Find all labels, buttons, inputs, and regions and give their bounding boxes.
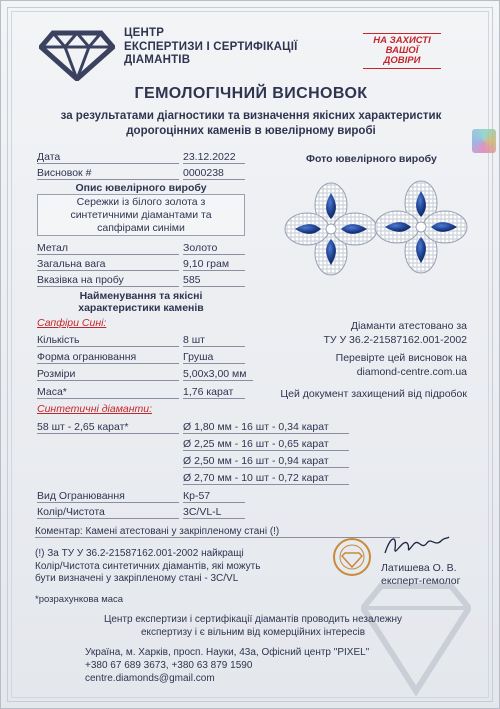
diamond-cut-label: Вид Огранювання	[37, 490, 179, 503]
email-line[interactable]: centre.diamonds@gmail.com	[85, 673, 215, 684]
address-line: Україна, м. Харків, просп. Науки, 43а, Офісний центр "PIXEL"	[85, 647, 370, 658]
org-line-3: ДІАМАНТІВ	[124, 54, 191, 66]
diamond-row-3: Ø 2,50 мм - 16 шт - 0,94 карат	[183, 455, 349, 468]
note-line-2: Колір/Чистота синтетичних діамантів, які можуть	[35, 560, 261, 572]
stamp-line-1: НА ЗАХИСТІ	[373, 35, 431, 46]
diamond-color-label: Колір/Чистота	[37, 506, 179, 519]
attestation-note	[323, 320, 467, 347]
note-line-3: бути визначені у закріпленому стані - 3С/VL	[35, 573, 239, 584]
contact-address	[85, 646, 415, 685]
earrings-photo	[283, 179, 471, 279]
description-line-3: сапфірами синіми	[97, 222, 185, 234]
trust-stamp	[363, 33, 441, 69]
subtitle-line-1: за результатами діагностики та визначення якісних характеристик	[60, 110, 442, 122]
description-line-2: синтетичними діамантами та	[70, 209, 212, 221]
number-value: 0000238	[183, 167, 245, 180]
organization-name	[124, 27, 344, 68]
description-box	[37, 194, 245, 236]
number-label: Висновок #	[37, 167, 179, 180]
photo-title: Фото ювелірного виробу	[306, 153, 437, 165]
diamond-logo-icon	[39, 29, 115, 81]
diamonds-total: 58 шт - 2,65 карат*	[37, 421, 179, 434]
sapphire-mass-label: Маса*	[37, 386, 179, 399]
comment-line: Коментар: Камені атестовані у закріпленому стані (!)	[35, 526, 400, 538]
sapphire-count-value: 8 шт	[183, 334, 245, 347]
sapphire-count-label: Кількість	[37, 334, 179, 347]
hallmark-label: Вказівка на пробу	[37, 274, 179, 287]
description-line-1: Сережки із білого золота з	[76, 196, 206, 208]
weight-label: Загальна вага	[37, 258, 179, 271]
verify-link[interactable]: diamond-centre.com.ua	[356, 365, 467, 378]
metal-value: Золото	[183, 242, 245, 255]
diamond-row-4: Ø 2,70 мм - 10 шт - 0,72 карат	[183, 472, 349, 485]
footer-line-2: експертизу і є вільним від комерційних інтересів	[140, 627, 366, 638]
stamp-line-3: ДОВІРИ	[383, 55, 421, 66]
diamond-row-2: Ø 2,25 мм - 16 шт - 0,65 карат	[183, 438, 349, 451]
fixed-state-note	[35, 548, 325, 586]
attestation-line-2: ТУ У 36.2-21587162.001-2002	[323, 333, 467, 346]
attestation-line-1: Діаманти атестовано за	[350, 320, 467, 332]
signer-role: експерт-гемолог	[381, 574, 461, 587]
signature-image	[381, 531, 451, 561]
diamond-color-value: 3С/VL-L	[183, 506, 245, 519]
subtitle-line-2: дорогоцінних каменів в ювелірному виробі	[126, 125, 376, 137]
document-title: ГЕМОЛОГІЧНИЙ ВИСНОВОК	[134, 85, 368, 102]
diamond-cut-value: Кр-57	[183, 490, 245, 503]
signer-name: Латишева О. В.	[381, 562, 457, 574]
gemologist-seal-icon	[332, 537, 372, 577]
description-heading: Опис ювелірного виробу	[75, 182, 207, 194]
stones-heading	[37, 290, 245, 314]
hallmark-value: 585	[183, 274, 245, 287]
sapphire-mass-value: 1,76 карат	[183, 386, 245, 399]
org-line-1: ЦЕНТР	[124, 27, 165, 39]
hologram-icon	[472, 129, 496, 153]
date-value: 23.12.2022	[183, 151, 245, 164]
org-line-2: ЕКСПЕРТИЗИ І СЕРТИФІКАЦІЇ	[124, 40, 298, 53]
date-label: Дата	[37, 151, 179, 164]
footer-line-1: Центр експертизи і сертифікації діамантів проводить незалежну	[103, 614, 403, 625]
stones-heading-line-2: характеристики каменів	[78, 302, 204, 314]
metal-label: Метал	[37, 242, 179, 255]
stones-heading-line-1: Найменування та якісні	[79, 290, 203, 302]
verify-line-1: Перевірте цей висновок на	[335, 352, 467, 364]
note-line-1: (!) За ТУ У 36.2-21587162.001-2002 найкращі	[35, 548, 244, 559]
diamond-row-1: Ø 1,80 мм - 16 шт - 0,34 карат	[183, 421, 349, 434]
sapphire-size-value: 5,00х3,00 мм	[183, 368, 253, 381]
sapphire-cut-label: Форма огранювання	[37, 351, 179, 364]
weight-value: 9,10 грам	[183, 258, 245, 271]
sapphires-heading: Сапфіри Сині:	[37, 317, 107, 329]
stamp-line-2: ВАШОЇ	[385, 45, 419, 56]
protected-note: Цей документ захищений від підробок	[280, 388, 467, 400]
document-subtitle	[41, 109, 461, 139]
verify-note	[336, 352, 467, 379]
independence-statement	[85, 613, 421, 639]
sapphire-size-label: Розміри	[37, 368, 179, 381]
diamonds-heading: Синтетичні діаманти:	[37, 403, 153, 415]
estimated-mass-footnote: *розрахункова маса	[35, 594, 124, 605]
phone-line: +380 67 689 3673, +380 63 879 1590	[85, 660, 253, 671]
sapphire-cut-value: Груша	[183, 351, 245, 364]
